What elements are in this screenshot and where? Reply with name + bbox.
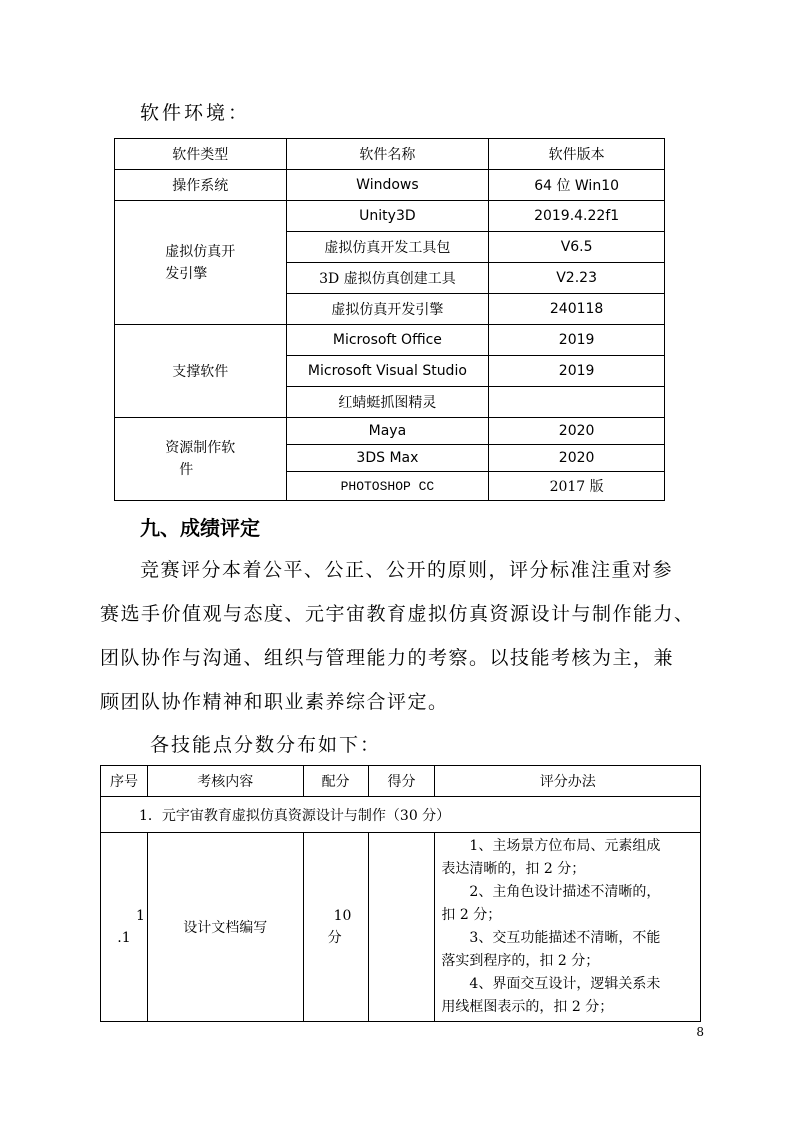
engine-name: Unity3D [286, 201, 489, 232]
method-line: 表达清晰的，扣 2 分； [441, 861, 586, 877]
score-table-header-row [101, 766, 701, 797]
category-resource [115, 418, 287, 501]
category-os: 操作系统 [115, 170, 287, 201]
paragraph-line: 赛选手价值观与态度、元宇宙教育虚拟仿真资源设计与制作能力、 [100, 603, 695, 625]
support-name: Microsoft Visual Studio [286, 356, 489, 387]
resource-version: 2020 [489, 418, 665, 445]
category-engine-line2: 发引擎 [165, 265, 208, 282]
os-version: 64 位 Win10 [489, 170, 665, 201]
resource-name: 3DS Max [286, 445, 489, 472]
paragraph-line: 团队协作与沟通、组织与管理能力的考察。以技能考核为主，兼 [100, 647, 675, 669]
method-line: 4、界面交互设计，逻辑关系未 [469, 976, 661, 992]
header-software-name: 软件名称 [286, 139, 489, 170]
os-name: Windows [286, 170, 489, 201]
score-distribution-table [100, 765, 701, 1022]
section-row-label: 1．元宇宙教育虚拟仿真资源设计与制作（30 分） [101, 797, 701, 833]
support-version: 2019 [489, 325, 665, 356]
env-table-header-row [115, 139, 665, 170]
support-name: Microsoft Office [286, 325, 489, 356]
row-points-line1: 10 [333, 908, 352, 924]
section-title-grading: 九、成绩评定 [140, 516, 260, 540]
header-software-version: 软件版本 [489, 139, 665, 170]
env-row-support-1 [115, 325, 665, 356]
resource-name: Maya [286, 418, 489, 445]
category-resource-line2: 件 [179, 462, 194, 478]
method-line: 扣 2 分； [441, 907, 502, 923]
header-points: 配分 [303, 766, 368, 797]
row-points-line2: 分 [327, 930, 342, 946]
header-method: 评分办法 [435, 766, 701, 797]
resource-version: 2020 [489, 445, 665, 472]
support-version: 2019 [489, 356, 665, 387]
env-row-engine-1 [115, 201, 665, 232]
method-line: 1、主场景方位布局、元素组成 [469, 838, 661, 854]
method-line: 用线框图表示的，扣 2 分； [441, 999, 614, 1015]
engine-name: 3D 虚拟仿真创建工具 [286, 263, 489, 294]
engine-version: V6.5 [489, 232, 665, 263]
software-environment-heading: 软件环境： [140, 102, 251, 124]
method-line: 2、主角色设计描述不清晰的， [469, 884, 661, 900]
paragraph-line: 竞赛评分本着公平、公正、公开的原则，评分标准注重对参 [140, 559, 674, 581]
row-score [368, 833, 435, 1022]
method-line: 3、交互功能描述不清晰，不能 [469, 930, 661, 946]
row-index-line2: .1 [117, 930, 131, 946]
engine-name: 虚拟仿真开发引擎 [286, 294, 489, 325]
score-row-1 [101, 833, 701, 1022]
env-row-os [115, 170, 665, 201]
category-engine [115, 201, 287, 325]
category-resource-line1: 资源制作软 [165, 440, 236, 456]
category-engine-line1: 虚拟仿真开 [165, 243, 236, 260]
paragraph-line: 顾团队协作精神和职业素养综合评定。 [100, 691, 449, 713]
method-line: 落实到程序的，扣 2 分； [441, 953, 600, 969]
score-distribution-intro: 各技能点分数分布如下： [150, 734, 382, 756]
header-index: 序号 [101, 766, 148, 797]
row-content: 设计文档编写 [147, 833, 303, 1022]
engine-version: 240118 [489, 294, 665, 325]
support-version [489, 387, 665, 418]
row-points [303, 833, 368, 1022]
support-name: 红蜻蜓抓图精灵 [286, 387, 489, 418]
page-number: 8 [696, 1025, 704, 1039]
resource-version: 2017 版 [489, 472, 665, 501]
grading-paragraph-cont [100, 592, 706, 724]
header-software-type: 软件类型 [115, 139, 287, 170]
engine-version: 2019.4.22f1 [489, 201, 665, 232]
row-method [435, 833, 701, 1022]
category-support: 支撑软件 [115, 325, 287, 418]
software-environment-table [114, 138, 665, 501]
grading-paragraph [100, 548, 706, 592]
resource-name: PHOTOSHOP CC [286, 472, 489, 501]
env-row-resource-1 [115, 418, 665, 445]
engine-name: 虚拟仿真开发工具包 [286, 232, 489, 263]
engine-version: V2.23 [489, 263, 665, 294]
row-index-line1: 1 [136, 908, 145, 924]
header-score: 得分 [368, 766, 435, 797]
score-section-row [101, 797, 701, 833]
row-index [101, 833, 148, 1022]
header-content: 考核内容 [147, 766, 303, 797]
